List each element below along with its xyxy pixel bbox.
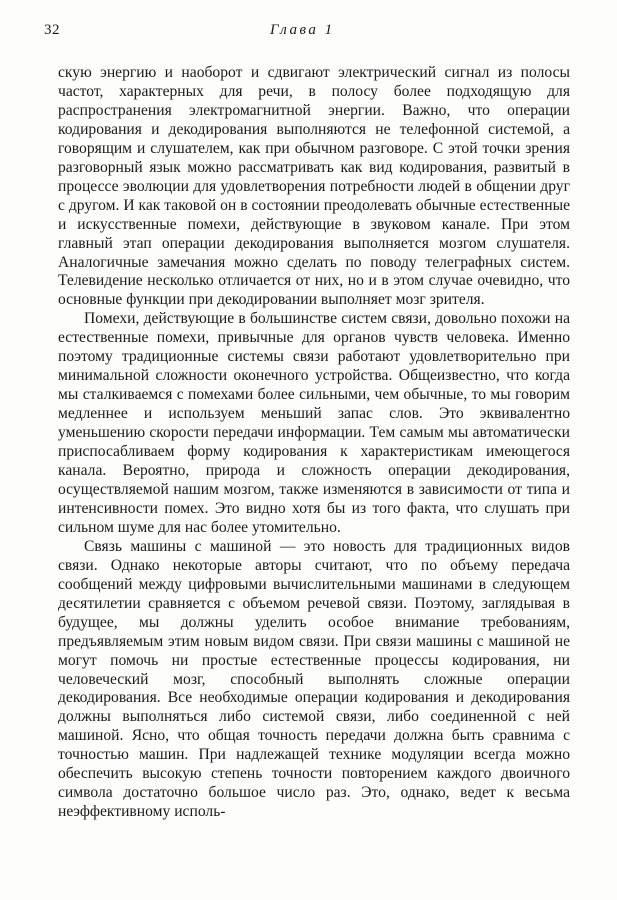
paragraph-continuation: скую энергию и наоборот и сдвигают электрический сигнал из полосы частот, характерных для речи, в полосу более подходящую для распространения электромагнитной энергии. Важно, что операции кодирования и декодирования выполняются не телефонной системой, а говорящим и слушателем, как при обычном разговоре. С этой точки зрения разговорный язык можно рассматривать как вид кодирования, развитый в процессе эволюции для удовлетворения потребности людей в общении друг с другом. И как таковой он в состоянии преодолевать обычные естественные и искусственные помехи, действующие в звуковом канале. При этом главный этап операции декодирования выполняется мозгом слушателя. Аналогичные замечания можно сделать по поводу телеграфных систем. Телевидение несколько отличается от них, но и в этом случае очевидно, что основные функции при декодировании выполняет мозг зрителя. xyxy=(58,64,570,309)
page-number: 32 xyxy=(44,22,60,38)
paragraph-machine-communication: Связь машины с машиной — это новость для традиционных видов связи. Однако некоторые авторы считают, что по объему передача сообщений между цифровыми вычислительными машинами в следующем десятилетии сравняется с объемом речевой связи. Поэтому, заглядывая в будущее, мы должны уделить особое внимание требованиям, предъявляемым этим новым видом связи. При связи машины с машиной не могут помочь ни простые естественные процессы кодирования, ни человеческий мозг, способный выполнять сложные операции декодирования. Все необходимые операции кодирования и декодирования должны выполняться либо системой связи, либо соединенной с ней машиной. Ясно, что общая точность передачи должна быть сравнима с точностью машин. При надлежащей технике модуляции всегда можно обеспечить высокую степень точности повторением каждого двоичного символа достаточно большое число раз. Это, однако, ведет к весьма неэффективному исполь- xyxy=(58,537,570,821)
body-text xyxy=(58,64,570,822)
page-header xyxy=(44,20,570,44)
running-head: Глава 1 xyxy=(270,22,335,38)
paragraph-noise: Помехи, действующие в большинстве систем связи, довольно похожи на естественные помехи, привычные для органов чувств человека. Именно поэтому традиционные системы связи работают удовлетворительно при минимальной сложности оконечного устройства. Общеизвестно, что когда мы сталкиваемся с помехами более сильными, чем обычные, то мы говорим медленнее и используем меньший запас слов. Это эквивалентно уменьшению скорости передачи информации. Тем самым мы автоматически приспосабливаем форму кодирования к характеристикам имеющегося канала. Вероятно, природа и сложность операции декодирования, осуществляемой нашим мозгом, также изменяются в зависимости от типа и интенсивности помех. Это видно хотя бы из того факта, что слушать при сильном шуме для нас более утомительно. xyxy=(58,310,570,536)
